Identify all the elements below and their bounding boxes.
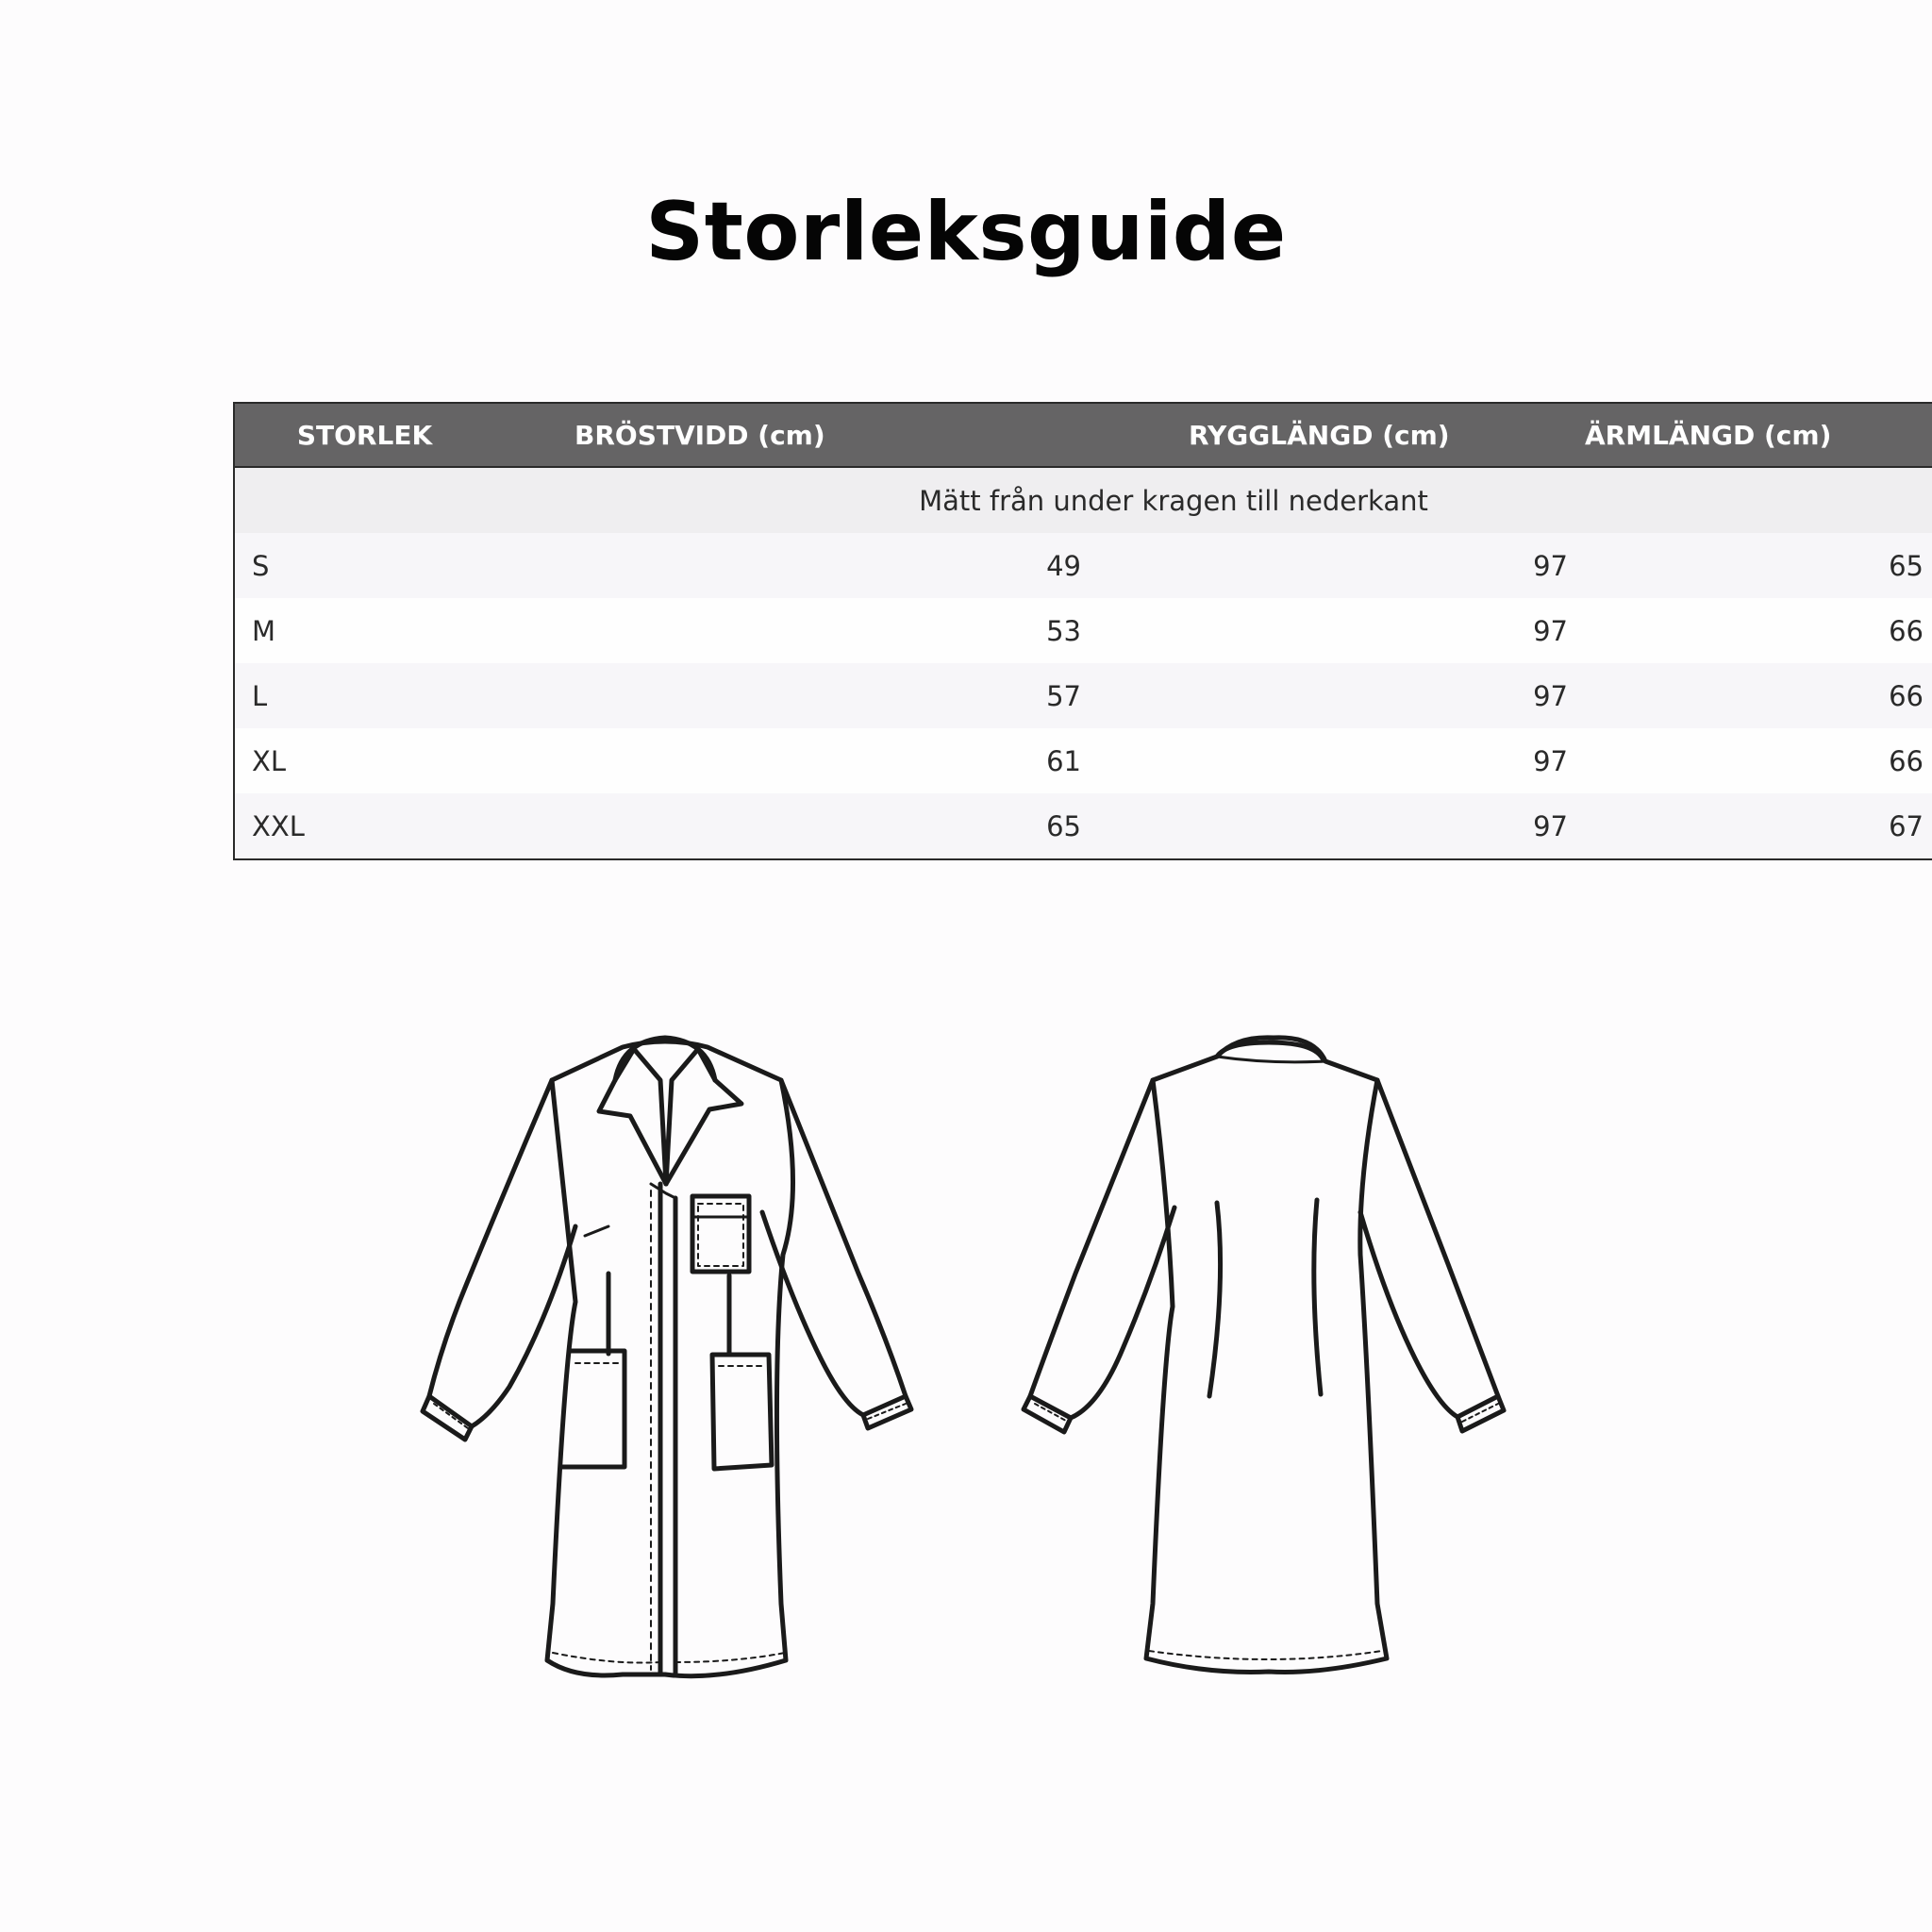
back-length-cell: 97 [1533, 809, 1568, 842]
size-cell: L [252, 679, 268, 712]
garment-illustrations [0, 1019, 1932, 1698]
table-header-row [234, 403, 1932, 467]
table-row [234, 533, 1932, 598]
size-cell: XL [252, 744, 287, 777]
size-cell: XXL [252, 809, 305, 842]
sleeve-length-cell: 65 [1889, 549, 1924, 582]
page-title: Storleksguide [645, 185, 1287, 279]
header-sleeve-length: ÄRMLÄNGD (cm) [1585, 403, 1932, 467]
chest-cell: 61 [1046, 744, 1081, 777]
sleeve-length-cell: 66 [1889, 744, 1924, 777]
measurement-note-row [234, 467, 1932, 533]
header-back-length: RYGGLÄNGD (cm) [1098, 403, 1585, 467]
sleeve-length-cell: 66 [1889, 679, 1924, 712]
sleeve-length-cell: 66 [1889, 614, 1924, 647]
table-row [234, 793, 1932, 859]
lab-coat-back-icon [1024, 1038, 1504, 1673]
table-row [234, 598, 1932, 663]
back-length-cell: 97 [1533, 744, 1568, 777]
header-chest: BRÖSTVIDD (cm) [494, 403, 1098, 467]
header-size: STORLEK [234, 403, 494, 467]
chest-cell: 53 [1046, 614, 1081, 647]
chest-cell: 57 [1046, 679, 1081, 712]
chest-cell: 65 [1046, 809, 1081, 842]
back-length-cell: 97 [1533, 614, 1568, 647]
measurement-note: Mätt från under kragen till nederkant [234, 467, 1932, 533]
sleeve-length-cell: 67 [1889, 809, 1924, 842]
size-cell: M [252, 614, 276, 647]
chest-cell: 49 [1046, 549, 1081, 582]
size-cell: S [252, 549, 270, 582]
lab-coat-front-icon [423, 1038, 911, 1676]
table-row [234, 728, 1932, 793]
table-row [234, 663, 1932, 728]
back-length-cell: 97 [1533, 549, 1568, 582]
back-length-cell: 97 [1533, 679, 1568, 712]
size-table [233, 402, 1932, 860]
